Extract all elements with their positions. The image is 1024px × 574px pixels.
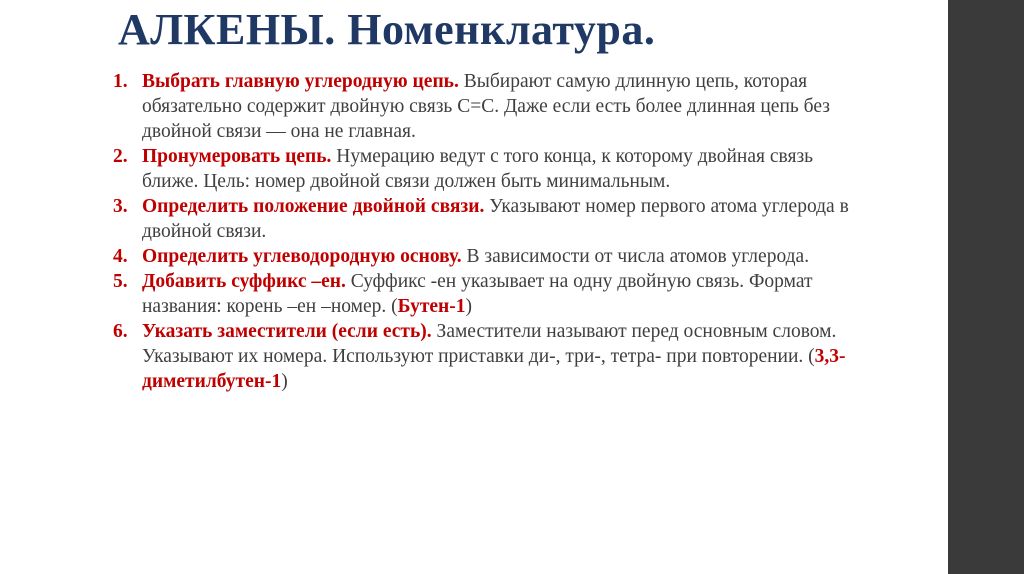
step-text: В зависимости от числа атомов углерода. (461, 246, 810, 267)
step-number: 3. (113, 196, 128, 217)
step-item (113, 319, 853, 394)
step-body (142, 269, 853, 319)
step-suffix: ) (281, 371, 288, 392)
step-text: Заместители называют перед основным словом. Указывают их номера. Используют приставки ди-, три-, тетра- при повторении. ( (142, 321, 837, 367)
step-number: 5. (113, 271, 128, 292)
step-suffix: ) (465, 296, 473, 317)
step-body (142, 319, 853, 394)
step-body (142, 194, 853, 244)
step-item (113, 269, 853, 319)
step-item (113, 244, 853, 269)
steps-list (113, 69, 853, 394)
step-example: 3,3-диметилбутен-1 (142, 346, 846, 392)
step-text: Суффикс -ен указывает на одну двойную связь. Формат названия: корень –ен –номер. ( (142, 271, 813, 317)
step-number: 2. (113, 146, 128, 167)
step-example: Бутен-1 (397, 296, 466, 317)
step-item (113, 144, 853, 194)
step-text: Выбирают самую длинную цепь, которая обязательно содержит двойную связь С=С. Даже если есть более длинная цепь без двойной связи — она не главная. (142, 71, 830, 142)
step-heading: Определить углеводородную основу. (142, 246, 462, 267)
step-heading: Пронумеровать цепь. (142, 146, 332, 167)
step-body (142, 144, 853, 194)
side-bar (948, 0, 1024, 574)
step-body (142, 69, 853, 144)
step-text: Нумерацию ведут с того конца, к которому двойная связь ближе. Цель: номер двойной связи должен быть минимальным. (142, 146, 814, 192)
step-number: 4. (113, 246, 128, 267)
step-heading: Выбрать главную углеродную цепь. (142, 71, 459, 92)
step-text: Указывают номер первого атома углерода в двойной связи. (142, 196, 849, 242)
step-item (113, 194, 853, 244)
step-heading: Определить положение двойной связи. (142, 196, 485, 217)
step-number: 1. (113, 71, 128, 92)
step-heading: Добавить суффикс –ен. (142, 271, 346, 292)
step-heading: Указать заместители (если есть). (142, 321, 432, 342)
slide-title: АЛКЕНЫ. Номенклатура. (118, 5, 656, 54)
step-body (142, 244, 853, 269)
step-number: 6. (113, 321, 128, 342)
step-item (113, 69, 853, 144)
